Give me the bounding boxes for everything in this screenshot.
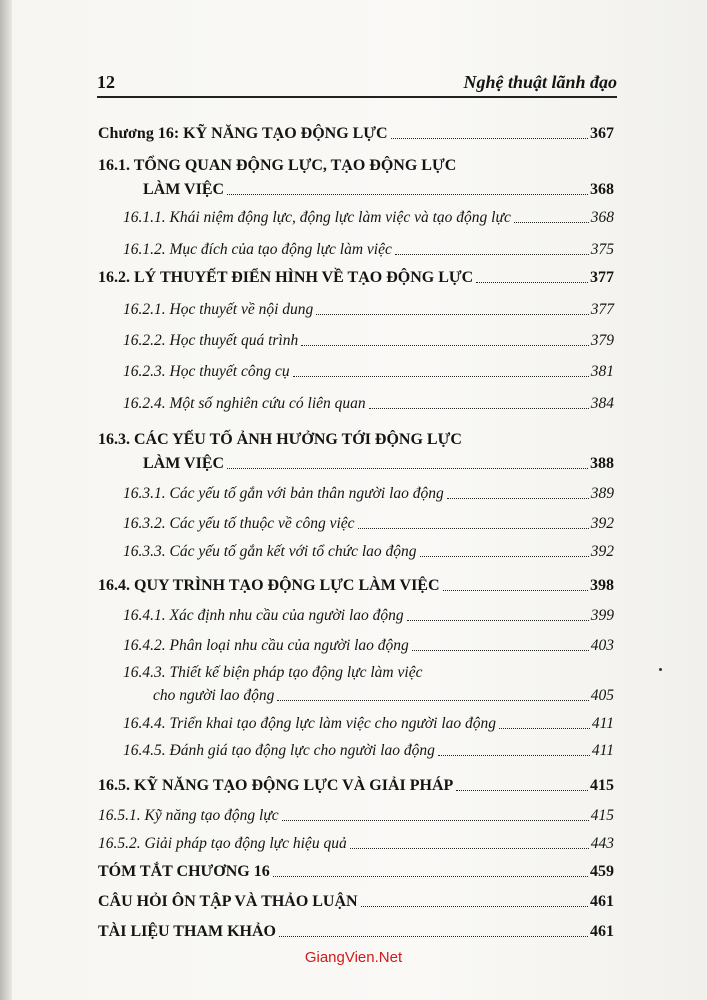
toc-subsection-16-4-3-line1: 16.4.3. Thiết kế biện pháp tạo động lực làm việc — [123, 664, 423, 681]
toc-page: 368 — [590, 181, 614, 198]
toc-section-16-5[interactable] — [98, 776, 614, 796]
page-number: 12 — [97, 72, 115, 92]
dot-leader — [273, 876, 588, 877]
toc-label: 16.2.4. Một số nghiên cứu có liên quan — [123, 395, 366, 412]
toc-page: 411 — [591, 715, 614, 732]
toc-subsection-16-3-1[interactable] — [123, 484, 614, 504]
book-title: Nghệ thuật lãnh đạo — [463, 72, 617, 92]
dot-leader — [350, 848, 589, 849]
toc-label: 16.2.1. Học thuyết về nội dung — [123, 301, 314, 318]
dot-leader — [412, 650, 589, 651]
toc-label: 16.5. KỸ NĂNG TẠO ĐỘNG LỰC VÀ GIẢI PHÁP — [98, 777, 454, 794]
toc-subsection-16-2-2[interactable] — [123, 331, 614, 351]
dot-leader — [420, 556, 589, 557]
toc-label: 16.5.2. Giải pháp tạo động lực hiệu quả — [98, 835, 347, 852]
toc-subsection-16-3-3[interactable] — [123, 542, 614, 562]
toc-subsection-16-4-4[interactable] — [123, 714, 614, 734]
dot-leader — [443, 590, 588, 591]
dot-leader — [514, 222, 589, 223]
toc-subsection-16-2-3[interactable] — [123, 362, 614, 382]
toc-page: 399 — [590, 607, 614, 624]
dot-leader — [395, 254, 589, 255]
toc-subsection-16-4-1[interactable] — [123, 606, 614, 626]
toc-page: 411 — [591, 742, 614, 759]
dot-leader — [476, 282, 588, 283]
toc-references[interactable] — [98, 922, 614, 942]
dot-leader — [447, 498, 589, 499]
dot-leader — [277, 700, 588, 701]
toc-subsection-16-1-2[interactable] — [123, 240, 614, 260]
toc-page: 443 — [590, 835, 614, 852]
toc-section-16-2[interactable] — [98, 268, 614, 288]
toc-label: 16.3.1. Các yếu tố gắn với bản thân người lao động — [123, 485, 444, 502]
toc-page: 405 — [590, 687, 614, 704]
dot-leader — [227, 468, 588, 469]
dot-leader — [293, 376, 589, 377]
toc-chapter-entry[interactable] — [98, 124, 614, 144]
toc-section-16-1-line1: 16.1. TỔNG QUAN ĐỘNG LỰC, TẠO ĐỘNG LỰC — [98, 157, 457, 174]
dot-leader — [358, 528, 589, 529]
dot-leader — [499, 728, 590, 729]
toc-subsection-16-5-2[interactable] — [98, 834, 614, 854]
toc-label: 16.2. LÝ THUYẾT ĐIỂN HÌNH VỀ TẠO ĐỘNG LỰC — [98, 269, 474, 286]
dot-leader — [301, 345, 589, 346]
toc-subsection-16-2-1[interactable] — [123, 300, 614, 320]
toc-page: 459 — [590, 863, 614, 880]
toc-label: TÀI LIỆU THAM KHẢO — [98, 923, 276, 940]
toc-page: 368 — [590, 209, 614, 226]
toc-page: 389 — [590, 485, 614, 502]
dot-leader — [456, 790, 588, 791]
toc-label: 16.1.1. Khái niệm động lực, động lực làm việc và tạo động lực — [123, 209, 511, 226]
toc-page: 379 — [590, 332, 614, 349]
toc-page: 461 — [590, 893, 614, 910]
toc-questions[interactable] — [98, 892, 614, 912]
toc-label: 16.1.2. Mục đích của tạo động lực làm việc — [123, 241, 392, 258]
toc-section-16-3[interactable] — [143, 454, 614, 474]
toc-label: 16.4.2. Phân loại nhu cầu của người lao động — [123, 637, 409, 654]
toc-page: 415 — [590, 777, 614, 794]
toc-label: LÀM VIỆC — [143, 455, 225, 472]
toc-page: 375 — [590, 241, 614, 258]
toc-label: 16.2.2. Học thuyết quá trình — [123, 332, 299, 349]
toc-page: 403 — [590, 637, 614, 654]
toc-subsection-16-4-2[interactable] — [123, 636, 614, 656]
toc-label: TÓM TẮT CHƯƠNG 16 — [98, 863, 270, 880]
toc-summary[interactable] — [98, 862, 614, 882]
page-fold-shadow — [0, 0, 12, 1000]
toc-page: 367 — [590, 125, 614, 142]
toc-page: 415 — [590, 807, 614, 824]
dot-leader — [407, 620, 589, 621]
toc-label: 16.2.3. Học thuyết công cụ — [123, 363, 290, 380]
toc-subsection-16-1-1[interactable] — [123, 208, 614, 228]
toc-page: 392 — [590, 515, 614, 532]
running-header — [97, 66, 617, 98]
toc-label: Chương 16: KỸ NĂNG TẠO ĐỘNG LỰC — [98, 125, 388, 142]
toc-section-16-3-line1: 16.3. CÁC YẾU TỐ ẢNH HƯỞNG TỚI ĐỘNG LỰC — [98, 431, 462, 448]
toc-label: 16.3.3. Các yếu tố gắn kết với tổ chức lao động — [123, 543, 417, 560]
toc-page: 377 — [590, 301, 614, 318]
toc-subsection-16-4-5[interactable] — [123, 741, 614, 761]
toc-subsection-16-4-3[interactable] — [153, 686, 614, 706]
toc-label: 16.3.2. Các yếu tố thuộc về công việc — [123, 515, 355, 532]
dot-leader — [361, 906, 588, 907]
toc-page: 392 — [590, 543, 614, 560]
watermark-text: GiangVien.Net — [304, 949, 403, 966]
toc-subsection-16-5-1[interactable] — [98, 806, 614, 826]
dot-leader — [391, 138, 588, 139]
toc-subsection-16-3-2[interactable] — [123, 514, 614, 534]
toc-label: 16.4.5. Đánh giá tạo động lực cho người lao động — [123, 742, 435, 759]
speck-mark — [659, 668, 662, 671]
toc-page: 377 — [590, 269, 614, 286]
toc-page: 461 — [590, 923, 614, 940]
dot-leader — [227, 194, 588, 195]
toc-label: 16.4. QUY TRÌNH TẠO ĐỘNG LỰC LÀM VIỆC — [98, 577, 440, 594]
dot-leader — [438, 755, 590, 756]
toc-subsection-16-2-4[interactable] — [123, 394, 614, 414]
toc-page: 384 — [590, 395, 614, 412]
toc-label: 16.5.1. Kỹ năng tạo động lực — [98, 807, 279, 824]
toc-section-16-4[interactable] — [98, 576, 614, 596]
dot-leader — [316, 314, 588, 315]
toc-label: 16.4.1. Xác định nhu cầu của người lao động — [123, 607, 404, 624]
toc-label: 16.4.4. Triển khai tạo động lực làm việc cho người lao động — [123, 715, 497, 732]
toc-page: 398 — [590, 577, 614, 594]
dot-leader — [369, 408, 589, 409]
toc-label: CÂU HỎI ÔN TẬP VÀ THẢO LUẬN — [98, 893, 358, 910]
toc-page: 381 — [590, 363, 614, 380]
toc-page: 388 — [590, 455, 614, 472]
toc-section-16-1[interactable] — [143, 180, 614, 200]
toc-label: LÀM VIỆC — [143, 181, 225, 198]
toc-label: cho người lao động — [153, 687, 275, 704]
dot-leader — [279, 936, 588, 937]
dot-leader — [282, 820, 589, 821]
